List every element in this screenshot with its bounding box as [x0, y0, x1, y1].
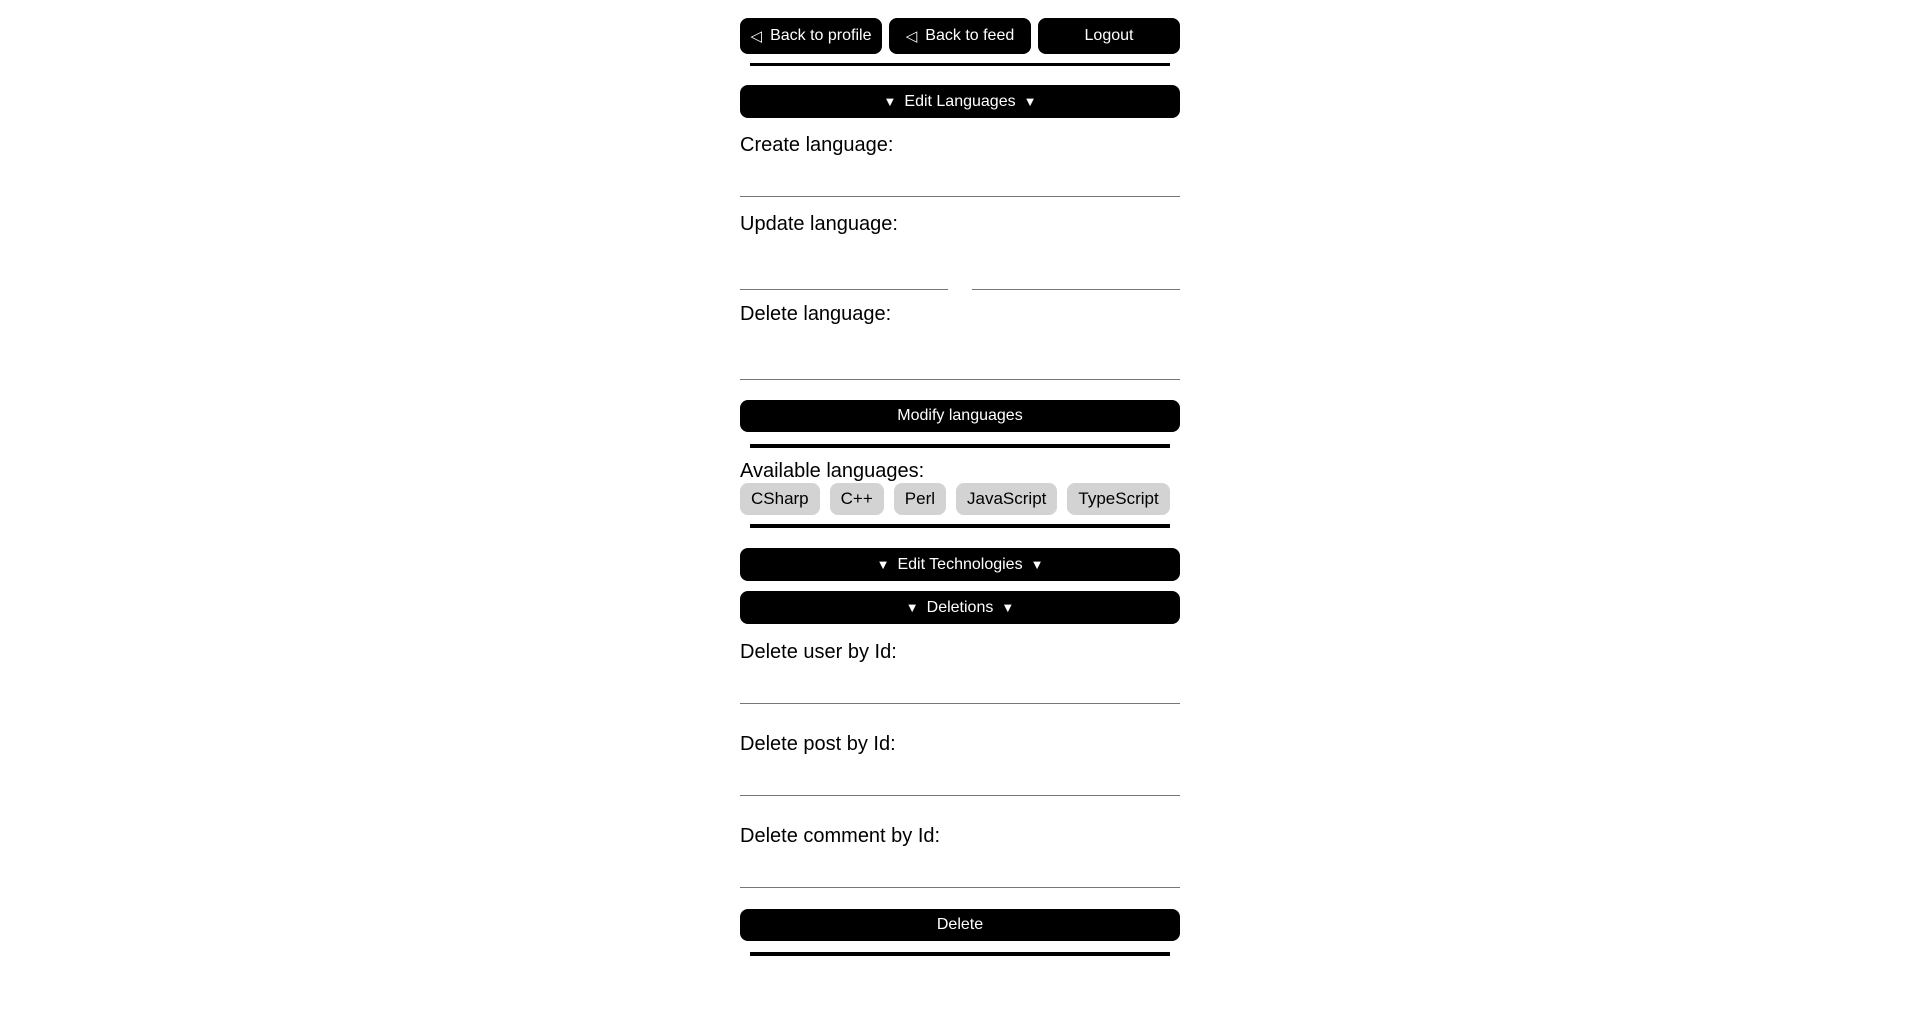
language-chip: JavaScript	[956, 483, 1057, 515]
dropdown-arrow-icon: ▼	[876, 557, 890, 572]
delete-user-id-label: Delete user by Id:	[740, 641, 897, 663]
delete-language-input[interactable]	[740, 340, 1180, 380]
update-language-label: Update language:	[740, 213, 898, 235]
dropdown-arrow-icon: ▼	[1030, 557, 1044, 572]
deletions-toggle-label: Deletions	[926, 598, 994, 616]
available-languages-list	[740, 483, 1180, 515]
create-language-input[interactable]	[740, 157, 1180, 197]
create-language-label: Create language:	[740, 134, 894, 156]
back-to-feed-label: Back to feed	[925, 27, 1015, 44]
back-arrow-icon: ◁	[750, 28, 763, 45]
dropdown-arrow-icon: ▼	[1001, 600, 1015, 615]
delete-user-id-input[interactable]	[740, 664, 1180, 704]
back-to-profile-label: Back to profile	[770, 27, 872, 44]
back-to-feed-button[interactable]	[889, 18, 1031, 54]
delete-post-id-input[interactable]	[740, 756, 1180, 796]
delete-language-label: Delete language:	[740, 303, 892, 325]
logout-button[interactable]	[1038, 18, 1180, 54]
dropdown-arrow-icon: ▼	[1023, 94, 1037, 109]
edit-technologies-toggle[interactable]	[740, 548, 1180, 581]
dropdown-arrow-icon: ▼	[883, 94, 897, 109]
modify-languages-button[interactable]	[740, 400, 1180, 432]
delete-comment-id-input[interactable]	[740, 848, 1180, 888]
back-to-profile-button[interactable]	[740, 18, 882, 54]
edit-languages-toggle-label: Edit Languages	[904, 92, 1016, 110]
language-chip: Perl	[894, 483, 946, 515]
delete-post-id-label: Delete post by Id:	[740, 733, 896, 755]
edit-technologies-toggle-label: Edit Technologies	[897, 555, 1023, 573]
available-languages-label: Available languages:	[740, 460, 925, 482]
divider	[750, 524, 1170, 528]
logout-label: Logout	[1084, 27, 1134, 44]
back-arrow-icon: ◁	[905, 28, 918, 45]
delete-comment-id-label: Delete comment by Id:	[740, 825, 941, 847]
dropdown-arrow-icon: ▼	[905, 600, 919, 615]
modify-languages-label: Modify languages	[897, 407, 1023, 424]
language-chip: CSharp	[740, 483, 820, 515]
delete-button-label: Delete	[936, 916, 984, 933]
divider	[750, 63, 1170, 66]
language-chip: TypeScript	[1067, 483, 1169, 515]
update-language-new-input[interactable]	[972, 250, 1180, 290]
top-nav	[740, 18, 1180, 54]
language-chip: C++	[830, 483, 884, 515]
edit-languages-toggle[interactable]	[740, 85, 1180, 118]
delete-button[interactable]	[740, 909, 1180, 941]
deletions-toggle[interactable]	[740, 591, 1180, 624]
update-language-inputs	[740, 250, 1180, 290]
update-language-old-input[interactable]	[740, 250, 948, 290]
admin-panel	[740, 0, 1180, 956]
divider	[750, 444, 1170, 448]
divider	[750, 952, 1170, 956]
